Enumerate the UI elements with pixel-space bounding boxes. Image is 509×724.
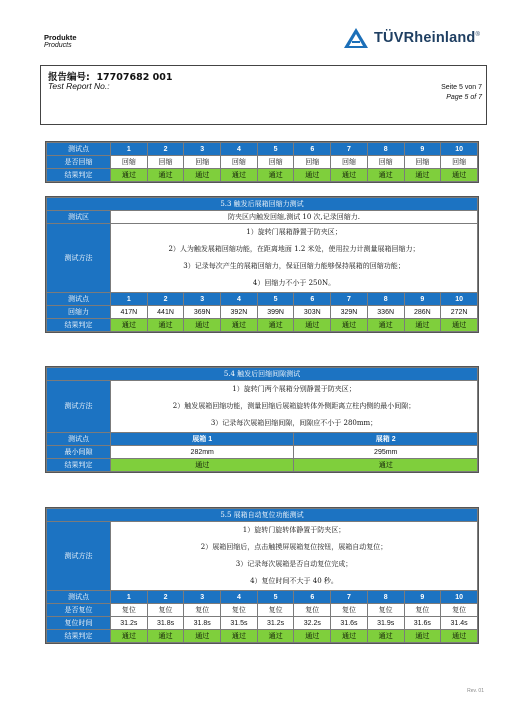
step-item: 4）回缩力不小于 250N。 <box>252 279 336 287</box>
table-row: 结果判定 通过 通过 通过 通过 通过 通过 通过 通过 通过 通过 <box>47 319 478 332</box>
step-item: 2）展箱回缩后，点击触摸屏展箱复位按钮，展箱自动复位； <box>200 543 388 551</box>
page-number-de: Seite 5 von 7 <box>441 84 482 91</box>
table-row: 结果判定 通过 通过 通过 通过 通过 通过 通过 通过 通过 通过 <box>47 169 478 182</box>
step-item: 3）记录每次展箱是否自动复位完成； <box>235 560 353 568</box>
products-en: Products <box>44 42 72 49</box>
table-row: 测试点 1 2 3 4 5 6 7 8 9 10 <box>47 143 478 156</box>
page-number-en: Page 5 of 7 <box>446 94 482 101</box>
report-number: 报告编号: 17707682 001 <box>48 72 173 83</box>
retraction-table <box>45 141 479 183</box>
step-item: 1）旋转门展箱静置于防夹区； <box>246 228 342 236</box>
row-label: 是否回缩 <box>47 156 111 169</box>
report-info-box <box>40 65 487 125</box>
table-row: 结果判定 通过 通过 通过 通过 通过 通过 通过 通过 通过 通过 <box>47 630 478 643</box>
method-steps <box>111 522 478 591</box>
section-title: 5.3 触发后展箱回缩力测试 <box>47 198 478 211</box>
table-row: 测试点 展箱 1 展箱 2 <box>47 433 478 446</box>
table-row: 结果判定 通过 通过 <box>47 459 478 472</box>
table-row: 复位时间 31.2s 31.8s 31.8s 31.5s 31.2s 32.2s 31.6s 31.9s 31.6s 31.4s <box>47 617 478 630</box>
row-label: 结果判定 <box>47 169 111 182</box>
table-row: 最小间隙 282mm 295mm <box>47 446 478 459</box>
section-title: 5.4 触发后回缩间隙测试 <box>47 368 478 381</box>
method-steps <box>111 224 478 293</box>
method-label: 测试方法 <box>47 224 111 293</box>
section-5-3 <box>45 196 479 333</box>
report-number-en: Test Report No.: <box>48 81 110 91</box>
table-row: 测试点 1 2 3 4 5 6 7 8 9 10 <box>47 591 478 604</box>
section-title: 5.5 展箱自动复位功能测试 <box>47 509 478 522</box>
step-item: 2）人为触发展箱回缩功能，在距离地面 1.2 米处，使用拉力计测量展箱回缩力； <box>168 245 420 253</box>
section-5-4 <box>45 366 479 473</box>
method-label: 测试方法 <box>47 381 111 433</box>
tuv-logo <box>343 27 480 49</box>
products-de: Produkte <box>44 33 77 42</box>
table-row: 是否复位 复位 复位 复位 复位 复位 复位 复位 复位 复位 复位 <box>47 604 478 617</box>
step-item: 3）记录每次展箱回缩间隙，间隙应不小于 280mm； <box>210 419 378 427</box>
table-row: 是否回缩 回缩 回缩 回缩 回缩 回缩 回缩 回缩 回缩 回缩 回缩 <box>47 156 478 169</box>
method-steps <box>111 381 478 433</box>
step-item: 4）复位时间不大于 40 秒。 <box>250 577 338 585</box>
method-label: 测试方法 <box>47 522 111 591</box>
revision-note: Rev. 01 <box>467 688 484 694</box>
row-label: 测试点 <box>47 143 111 156</box>
step-item: 1）旋转门旋转体静置于防夹区； <box>242 526 346 534</box>
table-row: 回缩力 417N 441N 369N 392N 399N 303N 329N 336N 286N 272N <box>47 306 478 319</box>
header-product-label <box>44 33 77 49</box>
step-item: 1）旋转门两个展箱分别静置于防夹区； <box>232 385 356 393</box>
step-item: 2）触发展箱回缩功能，测量回缩后展箱旋转体外侧距离立柱内侧的最小间隙； <box>172 402 416 410</box>
test-area-text: 防夹区内触发回缩,测试 10 次,记录回缩力. <box>111 211 478 224</box>
tuv-triangle-icon <box>343 27 369 49</box>
row-label: 测试区 <box>47 211 111 224</box>
section-5-5 <box>45 507 479 644</box>
brand-name: TÜVRheinland® <box>374 30 481 46</box>
step-item: 3）记录每次产生的展箱回缩力，保证回缩力能够保持展箱的回缩功能； <box>183 262 405 270</box>
table-row: 测试点 1 2 3 4 5 6 7 8 9 10 <box>47 293 478 306</box>
